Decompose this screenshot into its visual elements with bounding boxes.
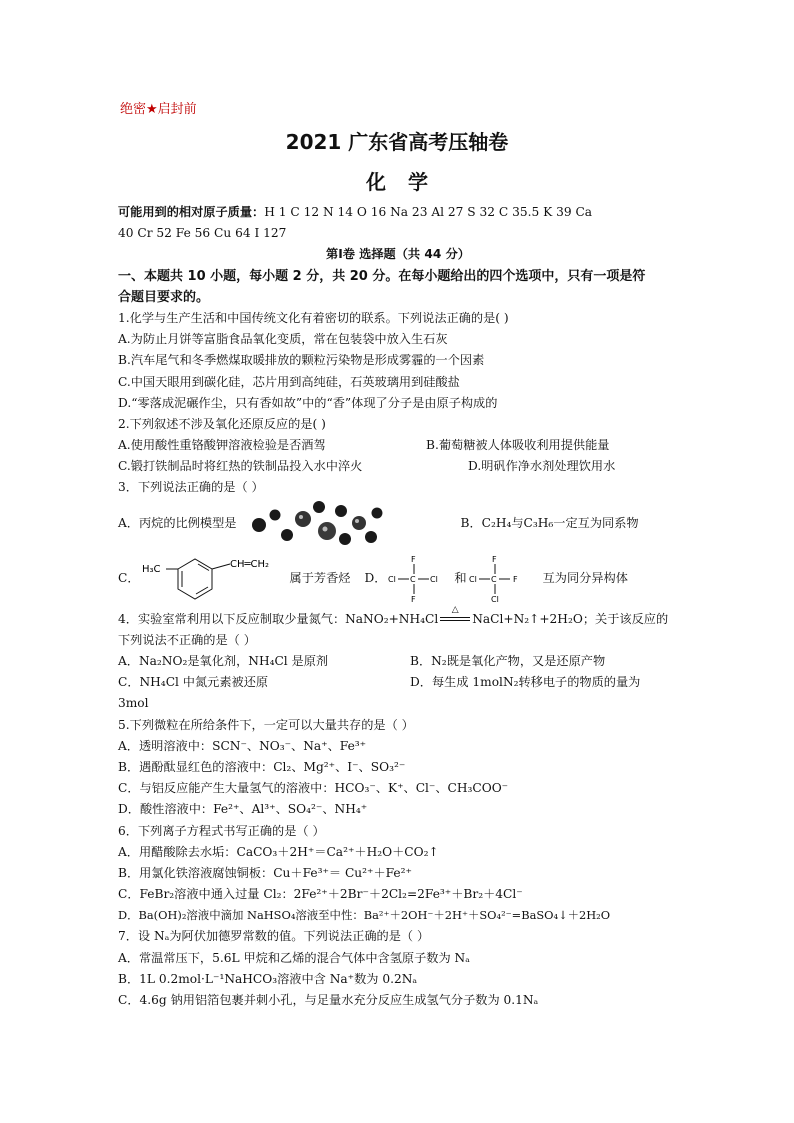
cl-atom-bottom-2: Cl (490, 594, 499, 604)
q2-option-c: C.锻打铁制品时将红热的铁制品投入水中淬火 (118, 459, 363, 474)
exam-content (118, 202, 678, 1011)
q1-option-c: C.中国天眼用到碳化硅，芯片用到高纯硅，石英玻璃用到硅酸盐 (118, 374, 460, 389)
q3-option-d-and: 和 (454, 571, 467, 586)
q5-option-d: D．酸性溶液中：Fe²⁺、Al³⁺、SO₄²⁻、NH₄⁺ (118, 802, 368, 817)
cl-atom-left-2: Cl (468, 574, 477, 584)
q3-option-c-label: C． (118, 571, 140, 586)
q4-option-a: A．Na₂NO₂是氧化剂，NH₄Cl 是原剂 (118, 654, 329, 668)
q6-option-c: C．FeBr₂溶液中通入过量 Cl₂：2Fe²⁺＋2Br⁻＋2Cl₂=2Fe³⁺＋Br₂＋4Cl⁻ (118, 887, 523, 902)
atomic-masses-label: 可能用到的相对原子质量： (118, 205, 265, 219)
f-atom-right-2: F (512, 574, 518, 584)
section-heading: 第Ⅰ卷 选择题（共 44 分） (326, 247, 470, 262)
section-instruction-2: 合题目要求的。 (118, 289, 210, 305)
q4-stem-part2: NaCl+N₂↑+2H₂O；关于该反应的 (472, 611, 669, 626)
q7-option-c: C．4.6g 钠用铝箔包裹并刺小孔，与足量水充分反应生成氢气分子数为 0.1Nₐ (118, 993, 539, 1007)
q3-option-b: B．C₂H₄与C₃H₆一定互为同系物 (460, 516, 639, 531)
c-atom-center: C (410, 574, 417, 584)
q4-stem-part1: 4．实验室常利用以下反应制取少量氮气：NaNO₂+NH₄Cl (118, 611, 439, 626)
q2-option-b: B.葡萄糖被人体吸收利用提供能量 (426, 438, 610, 453)
subject-title: 化学 (366, 170, 450, 194)
q3-option-d-label: D． (364, 571, 387, 586)
q6-option-a: A．用醋酸除去水垢：CaCO₃＋2H⁺＝Ca²⁺＋H₂O＋CO₂↑ (118, 844, 439, 859)
q4-stem-line2: 下列说法不正确的是（ ） (118, 632, 256, 647)
dichlorodifluoromethane-structure-1 (386, 552, 444, 606)
q5-stem: 5.下列微粒在所给条件下，一定可以大量共存的是（ ） (118, 717, 414, 732)
dichlorodifluoromethane-structure-2 (467, 552, 525, 606)
q4-option-c: C．NH₄Cl 中氮元素被还原 (118, 675, 269, 690)
q3-stem: 3．下列说法正确的是（ ） (118, 480, 264, 495)
q3-option-c-text: 属于芳香烃 (289, 571, 351, 586)
confidential-label: 绝密★启封前 (120, 102, 197, 117)
q4-option-b: B．N₂既是氧化产物，又是还原产物 (410, 654, 606, 668)
q6-option-d: D．Ba(OH)₂溶液中滴加 NaHSO₄溶液至中性：Ba²⁺＋2OH⁻＋2H⁺＋SO₄²⁻=BaSO₄↓＋2H₂O (118, 908, 611, 923)
vinyl-group-label: CH═CH₂ (229, 558, 269, 570)
atomic-masses-line1 (118, 202, 678, 223)
styrene-methyl-structure-image (140, 552, 290, 606)
q3-options-cd (118, 549, 678, 609)
f-atom-bottom: F (411, 594, 417, 604)
q1-option-a: A.为防止月饼等富脂食品氧化变质，常在包装袋中放入生石灰 (118, 332, 448, 347)
q4-options-cd (118, 672, 678, 693)
cl-atom-left: Cl (388, 574, 397, 584)
q2-option-a: A.使用酸性重铬酸钾溶液检验是否酒驾 (118, 438, 326, 453)
q2-options-cd (118, 456, 678, 477)
q6-option-b: B．用氯化铁溶液腐蚀铜板：Cu＋Fe³⁺＝ Cu²⁺＋Fe²⁺ (118, 865, 412, 880)
q3-options-ab (118, 499, 678, 549)
ch3-group-label: H₃C (141, 563, 161, 575)
q5-option-a: A．透明溶液中：SCN⁻、NO₃⁻、Na⁺、Fe³⁺ (118, 738, 367, 753)
atomic-masses-line2: 40 Cr 52 Fe 56 Cu 64 I 127 (118, 226, 287, 241)
f-atom-top-2: F (491, 554, 497, 564)
q3-option-d-text: 互为同分异构体 (542, 571, 628, 586)
c-atom-center-2: C (490, 574, 497, 584)
f-atom-top: F (411, 554, 417, 564)
q3-option-a: A．丙烷的比例模型是 (118, 516, 237, 531)
q7-option-b: B．1L 0.2mol·L⁻¹NaHCO₃溶液中含 Na⁺数为 0.2Nₐ (118, 971, 418, 986)
q4-stem-line1 (118, 604, 678, 630)
q2-stem: 2.下列叙述不涉及氧化还原反应的是( ) (118, 416, 326, 431)
heat-equals-sign (438, 604, 472, 630)
exam-title: 2021 广东省高考压轴卷 (285, 130, 509, 154)
q4-option-d-continued: 3mol (118, 696, 149, 711)
q4-option-d: D．每生成 1molN₂转移电子的物质的量为 (410, 675, 641, 690)
q7-stem: 7．设 Nₐ为阿伏加德罗常数的值。下列说法正确的是（ ） (118, 929, 430, 944)
q1-stem: 1.化学与生产生活和中国传统文化有着密切的联系。下列说法正确的是( ) (118, 310, 509, 325)
q2-options-ab (118, 435, 678, 456)
q4-options-ab (118, 651, 678, 672)
atomic-masses-values: H 1 C 12 N 14 O 16 Na 23 Al 27 S 32 C 35.5 K 39 Ca (264, 205, 593, 219)
q1-option-b: B.汽车尾气和冬季燃煤取暖排放的颗粒污染物是形成雾霾的一个因素 (118, 353, 485, 368)
propane-ball-model-image (241, 499, 391, 549)
q2-option-d: D.明矾作净水剂处理饮用水 (468, 459, 616, 474)
q5-option-c: C．与铝反应能产生大量氢气的溶液中：HCO₃⁻、K⁺、Cl⁻、CH₃COO⁻ (118, 781, 509, 796)
q6-stem: 6．下列离子方程式书写正确的是（ ） (118, 823, 325, 838)
section-instruction-1: 一、本题共 10 小题，每小题 2 分，共 20 分。在每小题给出的四个选项中，只有一项是符 (118, 268, 646, 284)
q7-option-a: A．常温常压下，5.6L 甲烷和乙烯的混合气体中含氢原子数为 Nₐ (118, 950, 470, 965)
heat-symbol: △ (451, 604, 459, 615)
q5-option-b: B．遇酚酞显红色的溶液中：Cl₂、Mg²⁺、I⁻、SO₃²⁻ (118, 759, 406, 774)
q1-option-d: D.“零落成泥碾作尘，只有香如故”中的“香”体现了分子是由原子构成的 (118, 395, 498, 410)
cl-atom-right: Cl (430, 574, 439, 584)
